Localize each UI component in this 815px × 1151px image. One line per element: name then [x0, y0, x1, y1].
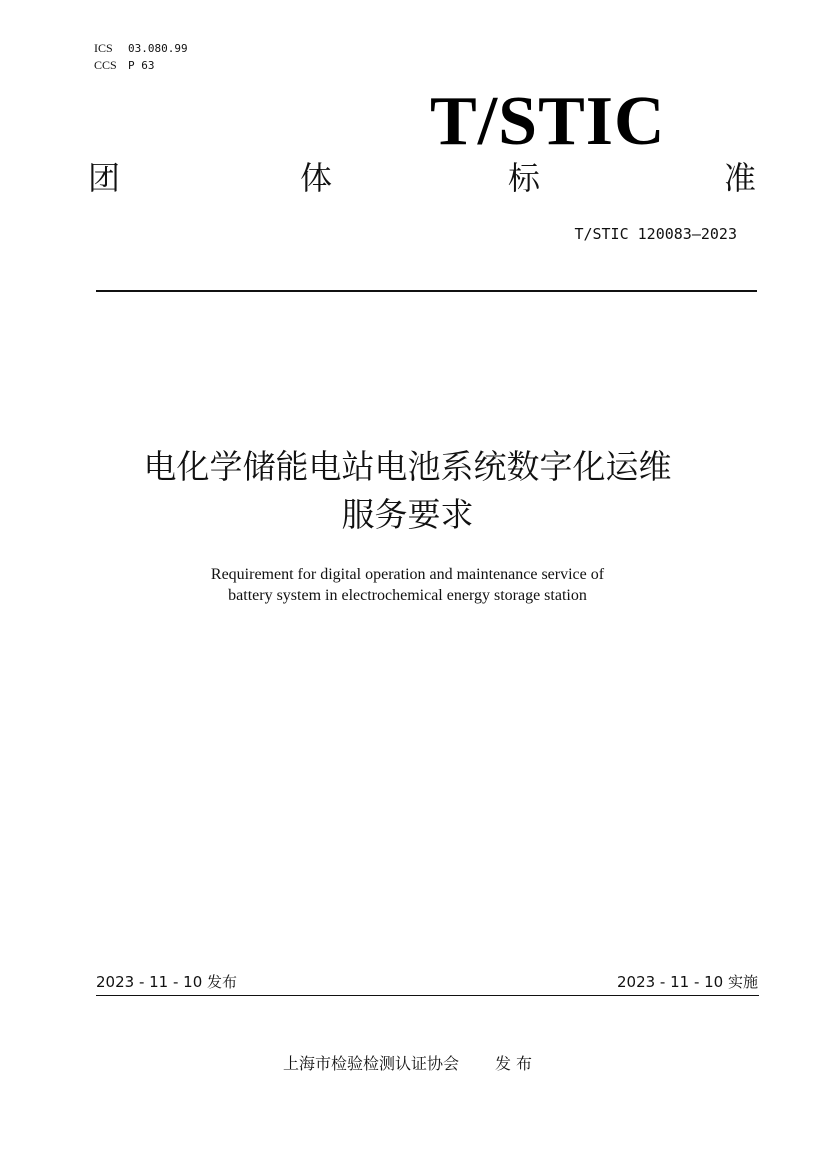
chinese-title-line: 电化学储能电站电池系统数字化运维: [143, 447, 672, 486]
standard-type: [88, 156, 756, 200]
ccs-value: P 63: [128, 59, 155, 72]
publisher-org: 上海市检验检测认证协会: [282, 1054, 459, 1073]
header-divider: [96, 290, 757, 292]
implement-date: 2023 - 11 - 10 实施: [616, 973, 758, 991]
publisher-action: 发 布: [494, 1054, 533, 1073]
standard-type-char: 团: [88, 159, 121, 197]
ics-label: ICS: [94, 41, 113, 55]
chinese-title-line: 服务要求: [341, 495, 474, 534]
english-title-line: Requirement for digital operation and maintenance service of: [210, 566, 605, 583]
english-title: [60, 564, 755, 606]
ccs-label: CCS: [94, 58, 117, 72]
ccs-code: [94, 57, 188, 74]
chinese-title: [60, 443, 755, 539]
classification-codes: [94, 40, 188, 74]
standard-type-char: 标: [508, 159, 541, 197]
standard-mark: T/STIC: [430, 83, 666, 160]
english-title-line: battery system in electrochemical energy storage station: [228, 587, 587, 604]
publish-date: 2023 - 11 - 10 发布: [96, 973, 238, 991]
footer-divider: [96, 995, 759, 996]
publisher: [60, 1052, 755, 1076]
ics-value: 03.080.99: [128, 42, 188, 55]
standard-type-char: 体: [300, 159, 333, 197]
ics-code: [94, 40, 188, 57]
standard-type-char: 准: [723, 159, 756, 197]
standard-number: T/STIC 120083—2023: [574, 225, 737, 243]
